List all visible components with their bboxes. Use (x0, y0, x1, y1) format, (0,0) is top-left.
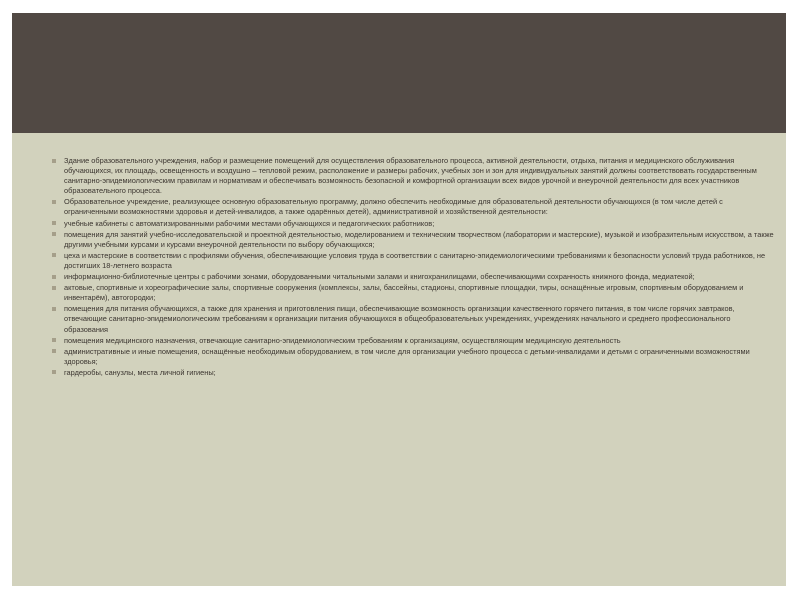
bullet-square-icon (52, 232, 56, 236)
list-item (52, 368, 774, 378)
list-item (52, 347, 774, 367)
bullet-square-icon (52, 275, 56, 279)
list-item (52, 156, 774, 196)
list-item-text: цеха и мастерские в соответствии с профилями обучения, обеспечивающие условия труда в соответствии с санитарно-эпидемиологическими требованиями к безопасности условий труда работников, не достигших 18-летнего возраста (64, 250, 766, 270)
list-item (52, 197, 774, 217)
list-item (52, 336, 774, 346)
bullet-square-icon (52, 370, 56, 374)
bullet-square-icon (52, 200, 56, 204)
list-item (52, 230, 774, 250)
list-item-text: гардеробы, санузлы, места личной гигиены; (64, 367, 216, 377)
list-item-text: Образовательное учреждение, реализующее основную образовательную программу, должно обеспечить необходимые для образовательной деятельности обучающихся (в том числе детей с ограниченными возможностями здоровья и детей-инвалидов, а также одарённых детей), административной и хозяйственной деятельности: (64, 197, 723, 217)
list-item-text: помещения для занятий учебно-исследовательской и проектной деятельностью, моделированием и техническим творчеством (лаборатории и мастерские), музыкой и изобразительным искусством, а также другими учебными курсами и курсами внеурочной деятельности по выбору обучающихся; (64, 229, 774, 249)
list-item (52, 251, 774, 271)
list-item-text: информационно-библиотечные центры с рабочими зонами, оборудованными читальными залами и книгохранилищами, обеспечивающими сохранность книжного фонда, медиатекой; (64, 272, 695, 282)
bullet-square-icon (52, 349, 56, 353)
bullet-square-icon (52, 253, 56, 257)
bullet-square-icon (52, 286, 56, 290)
list-item-text: учебные кабинеты с автоматизированными рабочими местами обучающихся и педагогических работников; (64, 218, 435, 228)
bullet-square-icon (52, 159, 56, 163)
bullet-square-icon (52, 221, 56, 225)
bullet-square-icon (52, 307, 56, 311)
bullet-list (52, 156, 774, 379)
list-item (52, 272, 774, 282)
list-item (52, 304, 774, 334)
list-item-text: актовые, спортивные и хореографические залы, спортивные сооружения (комплексы, залы, бассейны, стадионы, спортивные площадки, тиры, оснащённые игровым, спортивным оборудованием и инвентарём), автогородки; (64, 283, 744, 303)
bullet-square-icon (52, 338, 56, 342)
list-item-text: помещения медицинского назначения, отвечающие санитарно-эпидемиологическим требованиям к организациям, осуществляющим медицинскую деятельность (64, 335, 621, 345)
list-item-text: Здание образовательного учреждения, набор и размещение помещений для осуществления образовательного процесса, активной деятельности, отдыха, питания и медицинского обслуживания обучающихся, их площадь, освещенность и воздушно – тепловой режим, расположение и размеры рабочих, учебных зон и зон для индивидуальных занятий должны соответствовать государственным санитарно-эпидемиологическим правилам и нормативам и обеспечивать возможность безопасной и комфортной организации всех видов урочной и внеурочной деятельности для всех участников образовательного процесса. (64, 156, 757, 196)
list-item (52, 219, 774, 229)
list-item-text: административные и иные помещения, оснащённые необходимым оборудованием, в том числе для организации учебного процесса с детьми-инвалидами и детьми с ограниченными возможностями здоровья; (64, 346, 750, 366)
header-band (12, 13, 786, 133)
slide (12, 13, 786, 586)
list-item-text: помещения для питания обучающихся, а также для хранения и приготовления пищи, обеспечивающие возможность организации качественного горячего питания, в том числе горячих завтраков, отвечающие санитарно-эпидемиологическим требованиям к организации питания обучающихся в общеобразовательных учреждениях, учреждениях начального и среднего профессионального образования (64, 304, 735, 334)
list-item (52, 283, 774, 303)
